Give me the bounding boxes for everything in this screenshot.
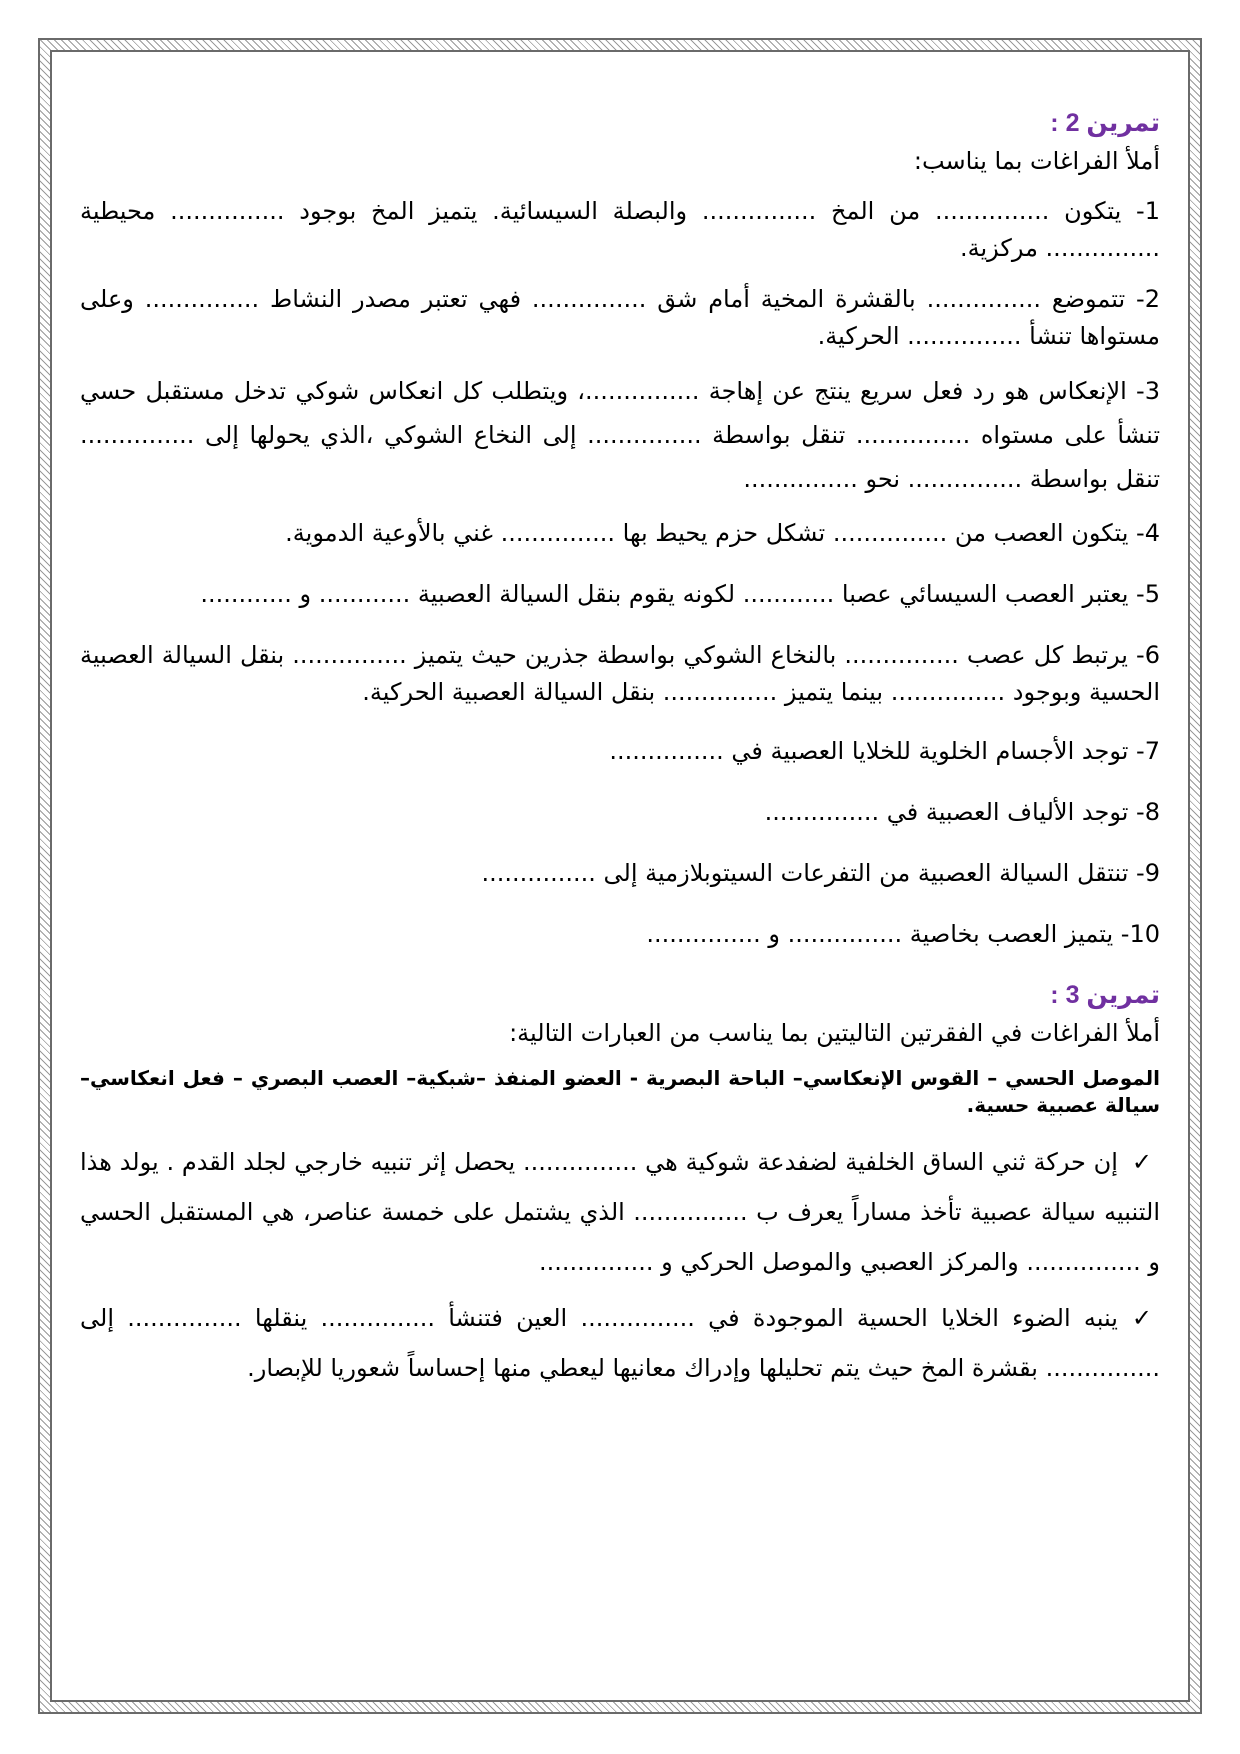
- exercise-2-item-6: 6- يرتبط كل عصب ............... بالنخاع الشوكي بواسطة جذرين حيث يتميز ............... بنقل السيالة العصبية الحسية وبوجود ............... بينما يتميز ............... بنقل السيالة العصبية الحركية.: [80, 641, 1160, 706]
- exercise-2-title: تمرين 2 :: [1050, 109, 1160, 137]
- exercise-2-item-2: 2- تتموضع ............... بالقشرة المخية أمام شق ............... فهي تعتبر مصدر النشاط ............... وعلى مستواها تنشأ ............... الحركية.: [80, 285, 1160, 350]
- exercise-3-paragraph-1: [80, 1137, 1160, 1287]
- exercise-2-item-8: 8- توجد الألياف العصبية في ...............: [764, 798, 1160, 826]
- exercise-2-item-7: 7- توجد الأجسام الخلوية للخلايا العصبية في ...............: [609, 737, 1160, 765]
- checkmark-icon: ✓: [1131, 1148, 1152, 1176]
- exercise-2-instruction: أملأ الفراغات بما يناسب:: [913, 147, 1160, 175]
- exercise-2-item-10: 10- يتميز العصب بخاصية ............... و ...............: [646, 920, 1160, 948]
- exercise-2-item-4: 4- يتكون العصب من ............... تشكل حزم يحيط بها ............... غني بالأوعية الدموية.: [285, 519, 1160, 547]
- exercise-2-item-5: 5- يعتبر العصب السيسائي عصبا ............ لكونه يقوم بنقل السيالة العصبية ............ و ............: [200, 580, 1160, 608]
- exercise-3-instruction: أملأ الفراغات في الفقرتين التاليتين بما يناسب من العبارات التالية:: [509, 1019, 1160, 1047]
- exercise-2-item-9: 9- تنتقل السيالة العصبية من التفرعات السيتوبلازمية إلى ...............: [481, 859, 1160, 887]
- worksheet-content: [80, 105, 1160, 1399]
- paragraph-1-text: إن حركة ثني الساق الخلفية لضفدعة شوكية هي ............... يحصل إثر تنبيه خارجي لجلد القدم . يولد هذا التنبيه سيالة عصبية تأخذ مساراً يعرف ب ............... الذي يشتمل على خمسة عناصر، هي المستقبل الحسي و ............... والمركز العصبي والموصل الحركي و ...............: [80, 1148, 1160, 1276]
- exercise-2-item-1: 1- يتكون ............... من المخ ............... والبصلة السيسائية. يتميز المخ بوجود ............... محيطية ............... مركزية.: [80, 197, 1160, 262]
- exercise-3-word-bank: الموصل الحسي – القوس الإنعكاسي– الباحة البصرية - العضو المنفذ –شبكية– العصب البصري – فعل انعكاسي– سيالة عصبية حسية.: [80, 1066, 1160, 1117]
- exercise-3-title: تمرين 3 :: [1050, 981, 1160, 1009]
- exercise-2-item-3: 3- الإنعكاس هو رد فعل سريع ينتج عن إهاجة ...............، ويتطلب كل انعكاس شوكي تدخل مستقبل حسي تنشأ على مستواه ............... تنقل بواسطة ............... إلى النخاع الشوكي ،الذي يحولها إلى ............... تنقل بواسطة ............... نحو ...............: [80, 377, 1160, 493]
- exercise-3-paragraph-2: [80, 1293, 1160, 1393]
- paragraph-2-text: ينبه الضوء الخلايا الحسية الموجودة في ............... العين فتنشأ ............... ينقلها ............... إلى ............... بقشرة المخ حيث يتم تحليلها وإدراك معانيها ليعطي منها إحساساً شعوريا للإبصار.: [80, 1304, 1160, 1382]
- checkmark-icon: ✓: [1131, 1304, 1152, 1332]
